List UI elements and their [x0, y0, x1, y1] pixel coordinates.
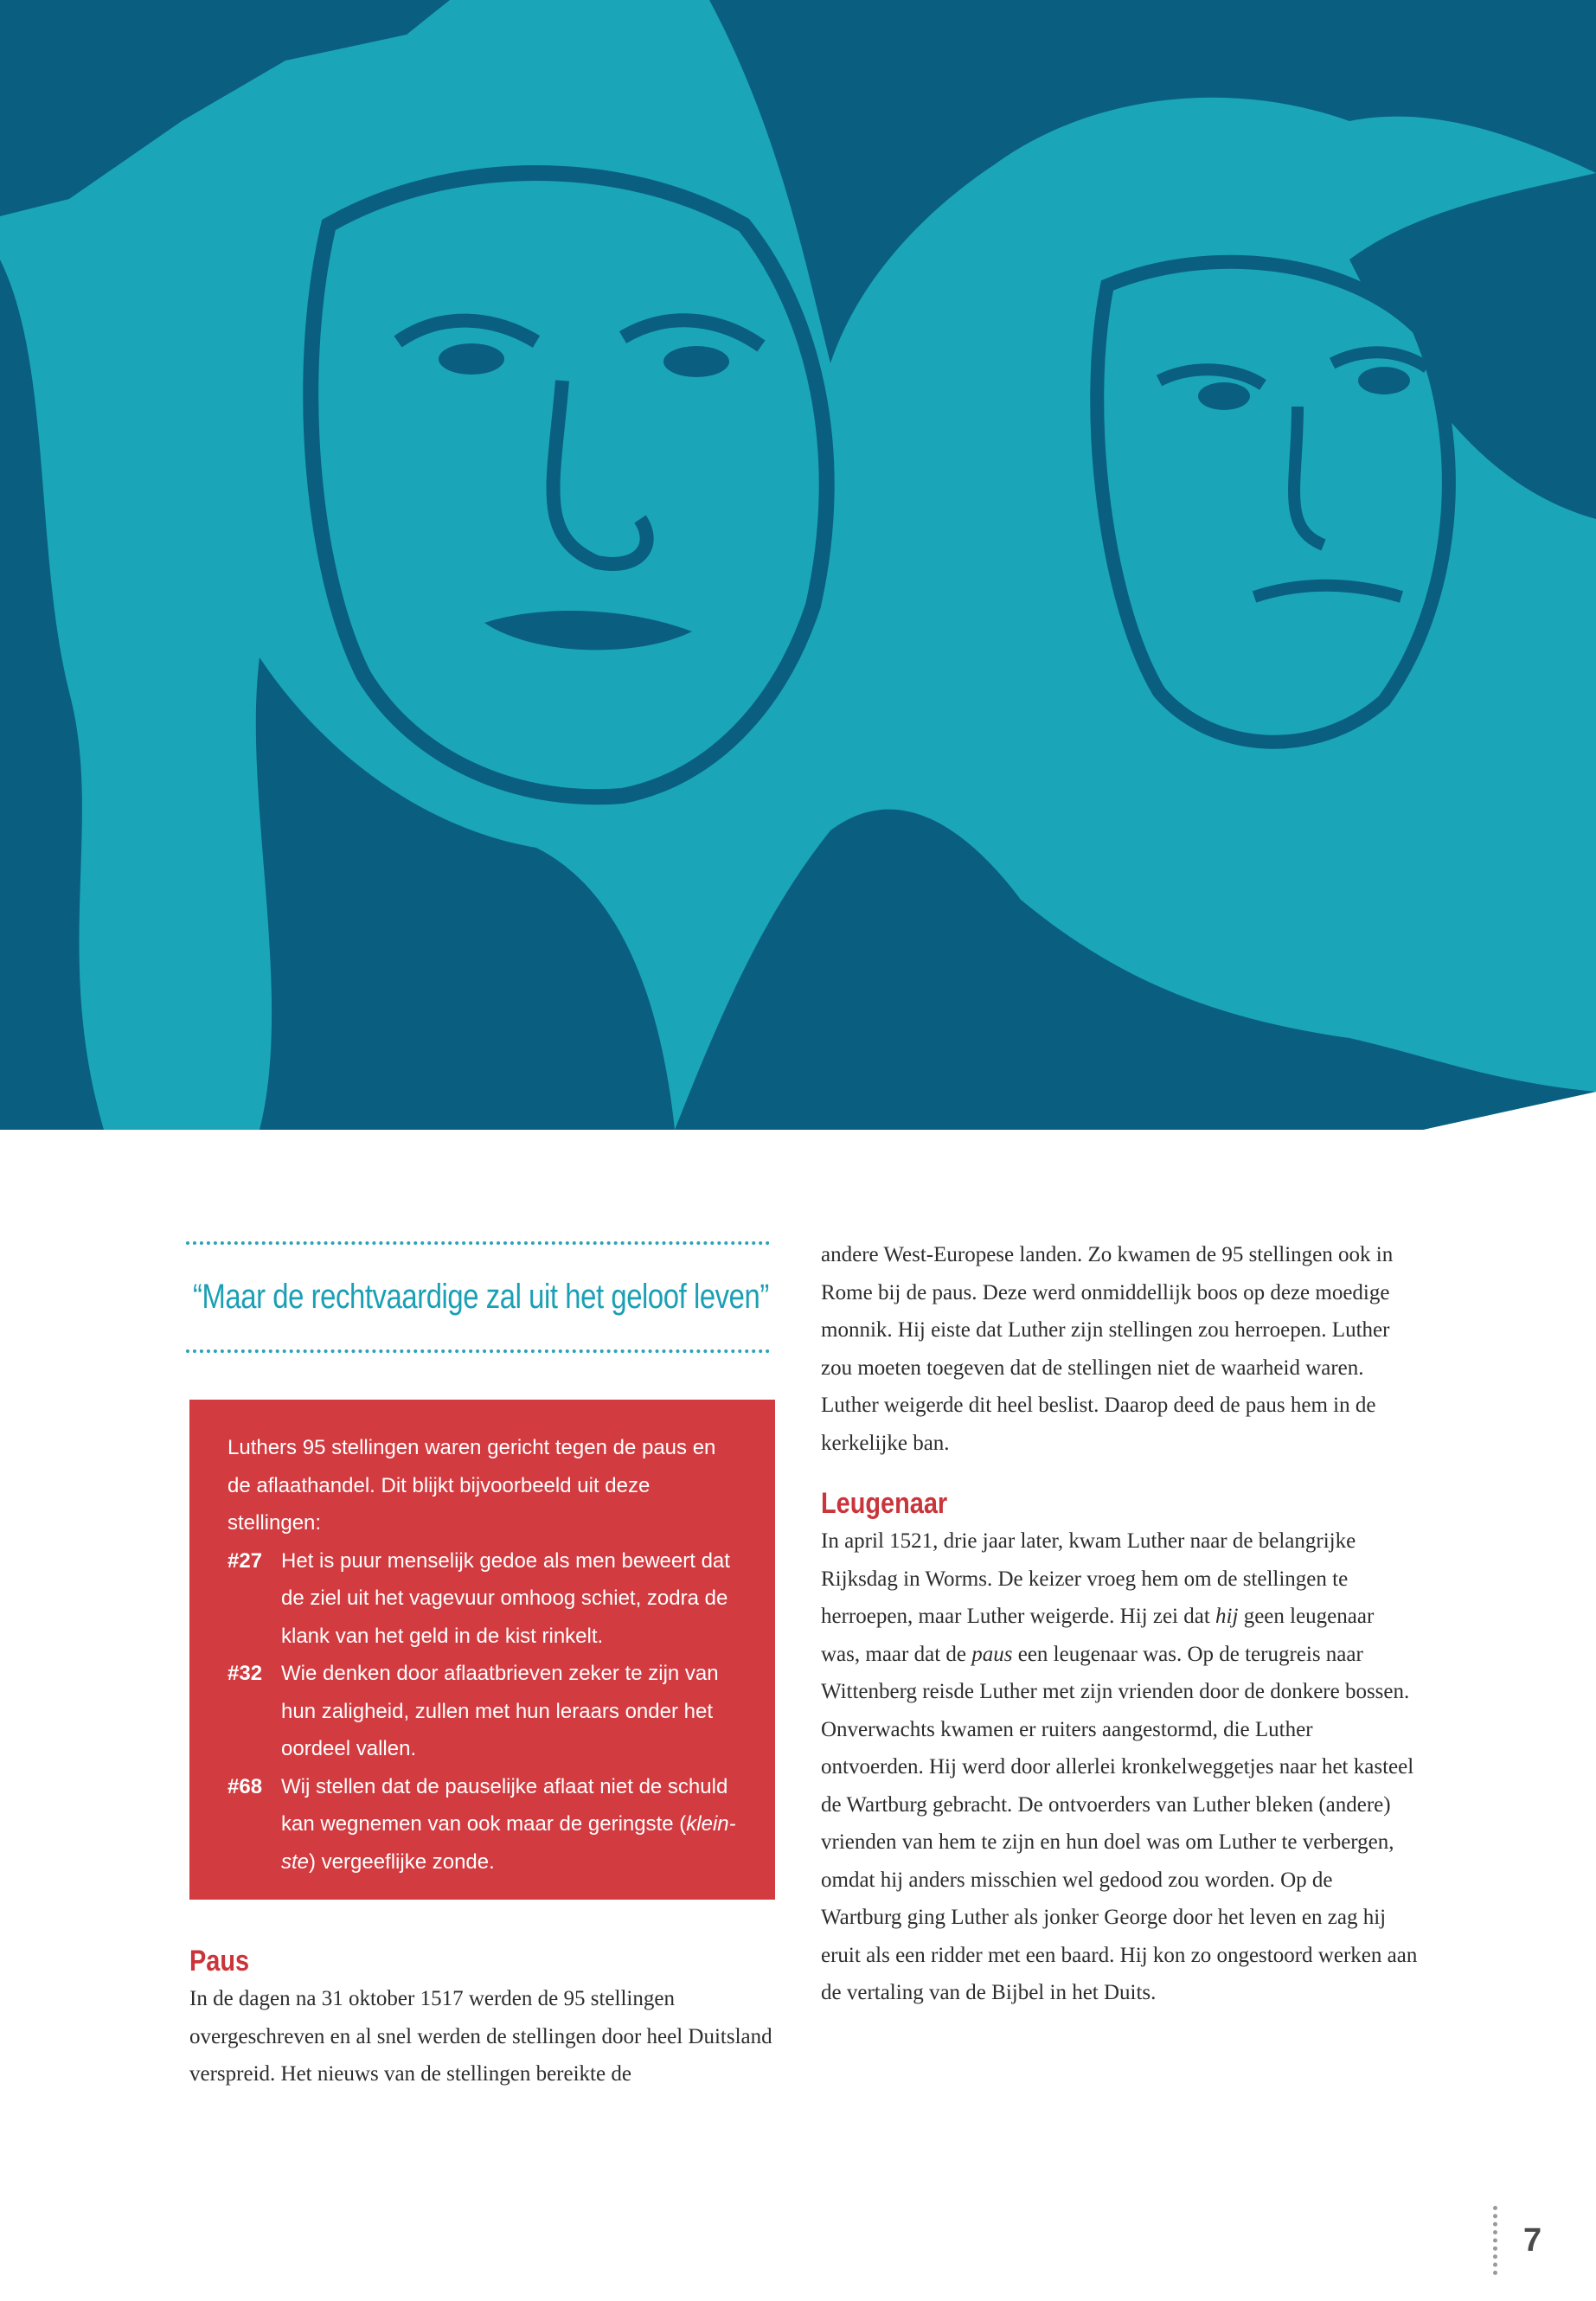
body-emphasis: paus — [971, 1642, 1013, 1666]
thesis-27 — [228, 1542, 739, 1656]
thesis-32 — [228, 1655, 739, 1768]
pull-quote: “Maar de rechtvaardige zal uit het geloof leven” — [193, 1278, 769, 1316]
section-paus — [189, 1942, 786, 2093]
body-part: een leugenaar was. Op de terugreis naar Wittenberg reisde Luther met zijn vrienden door de donkere bossen. Onverwachts kwamen er ruiters aangestormd, die Luther ontvoerden. Hij werd door allerlei kronkelweggetjes naar het kasteel de Wartburg gebracht. De ontvoerders van Luther bleken (andere) vrienden van hem te zijn en hun doel was om Luther te verbergen, omdat hij anders misschien wel gedood zou worden. Op de Wartburg ging Luther als jonker George door het leven en zag hij eruit als een ridder met een baard. Hij kon zo ongestoord werken aan de vertaling van de Bijbel in het Duits. — [821, 1642, 1418, 2004]
right-column — [821, 1236, 1418, 2012]
page-number: 7 — [1493, 2206, 1542, 2275]
body-part: geen leugenaar was, maar dat de — [821, 1605, 1375, 1666]
paus-continued: andere West-Europese landen. Zo kwamen de 95 stellingen ook in Rome bij de paus. Deze werd onmiddellijk boos op deze moedige monnik. Hij eiste dat Luther zijn stellingen zou herroepen. Luther zou moeten toegeven dat de stellingen niet de waarheid waren. Luther weigerde dit heel beslist. Daarop deed de paus hem in de kerkelijke ban. — [821, 1243, 1394, 1455]
body-emphasis: hij — [1215, 1605, 1239, 1628]
thesis-68 — [228, 1768, 739, 1881]
divider-top — [186, 1241, 770, 1245]
paus-body: In de dagen na 31 oktober 1517 werden de 95 stellingen overgeschreven en al snel werden de stellingen door heel Duitsland verspreid. Het nieuws van de stellingen bereikte de — [189, 1987, 772, 2086]
thesis-number: #27 — [228, 1548, 263, 1573]
leugenaar-body — [821, 1522, 1418, 2012]
pull-quote-block — [186, 1241, 770, 1353]
body-part: In april 1521, drie jaar later, kwam Luther naar de belangrijke Rijksdag in Worms. De keizer vroeg hem om de stellingen te herroepen, maar Luther weigerde. Hij zei dat — [821, 1529, 1356, 1628]
divider-bottom — [186, 1349, 770, 1353]
heading-paus: Paus — [189, 1945, 250, 1977]
thesis-text: Het is puur menselijk gedoe als men beweert dat de ziel uit het vagevuur omhoog schiet, zodra de klank van het geld in de kist rinkelt. — [281, 1548, 730, 1648]
thesis-text-part: ) vergeeflijke zonde. — [309, 1849, 495, 1874]
theses-intro: Luthers 95 stellingen waren gericht tegen de paus en de aflaathandel. Dit blijkt bijvoorbeeld uit deze stellingen: — [228, 1436, 716, 1535]
theses-box — [189, 1400, 775, 1900]
hero-illustration — [0, 0, 1596, 1133]
thesis-text-emphasis: kleinste — [281, 1812, 736, 1874]
heading-leugenaar: Leugenaar — [821, 1487, 948, 1520]
thesis-number: #32 — [228, 1662, 263, 1685]
thesis-text: Wie denken door aflaatbrieven zeker te zijn van hun zaligheid, zullen met hun leraars onder het oordeel vallen. — [281, 1662, 719, 1760]
thesis-number: #68 — [228, 1774, 263, 1798]
thesis-text-part: Wij stellen dat de pauselijke aflaat niet de schuld kan wegnemen van ook maar de geringste ( — [281, 1774, 728, 1836]
thesis-text — [281, 1768, 739, 1881]
